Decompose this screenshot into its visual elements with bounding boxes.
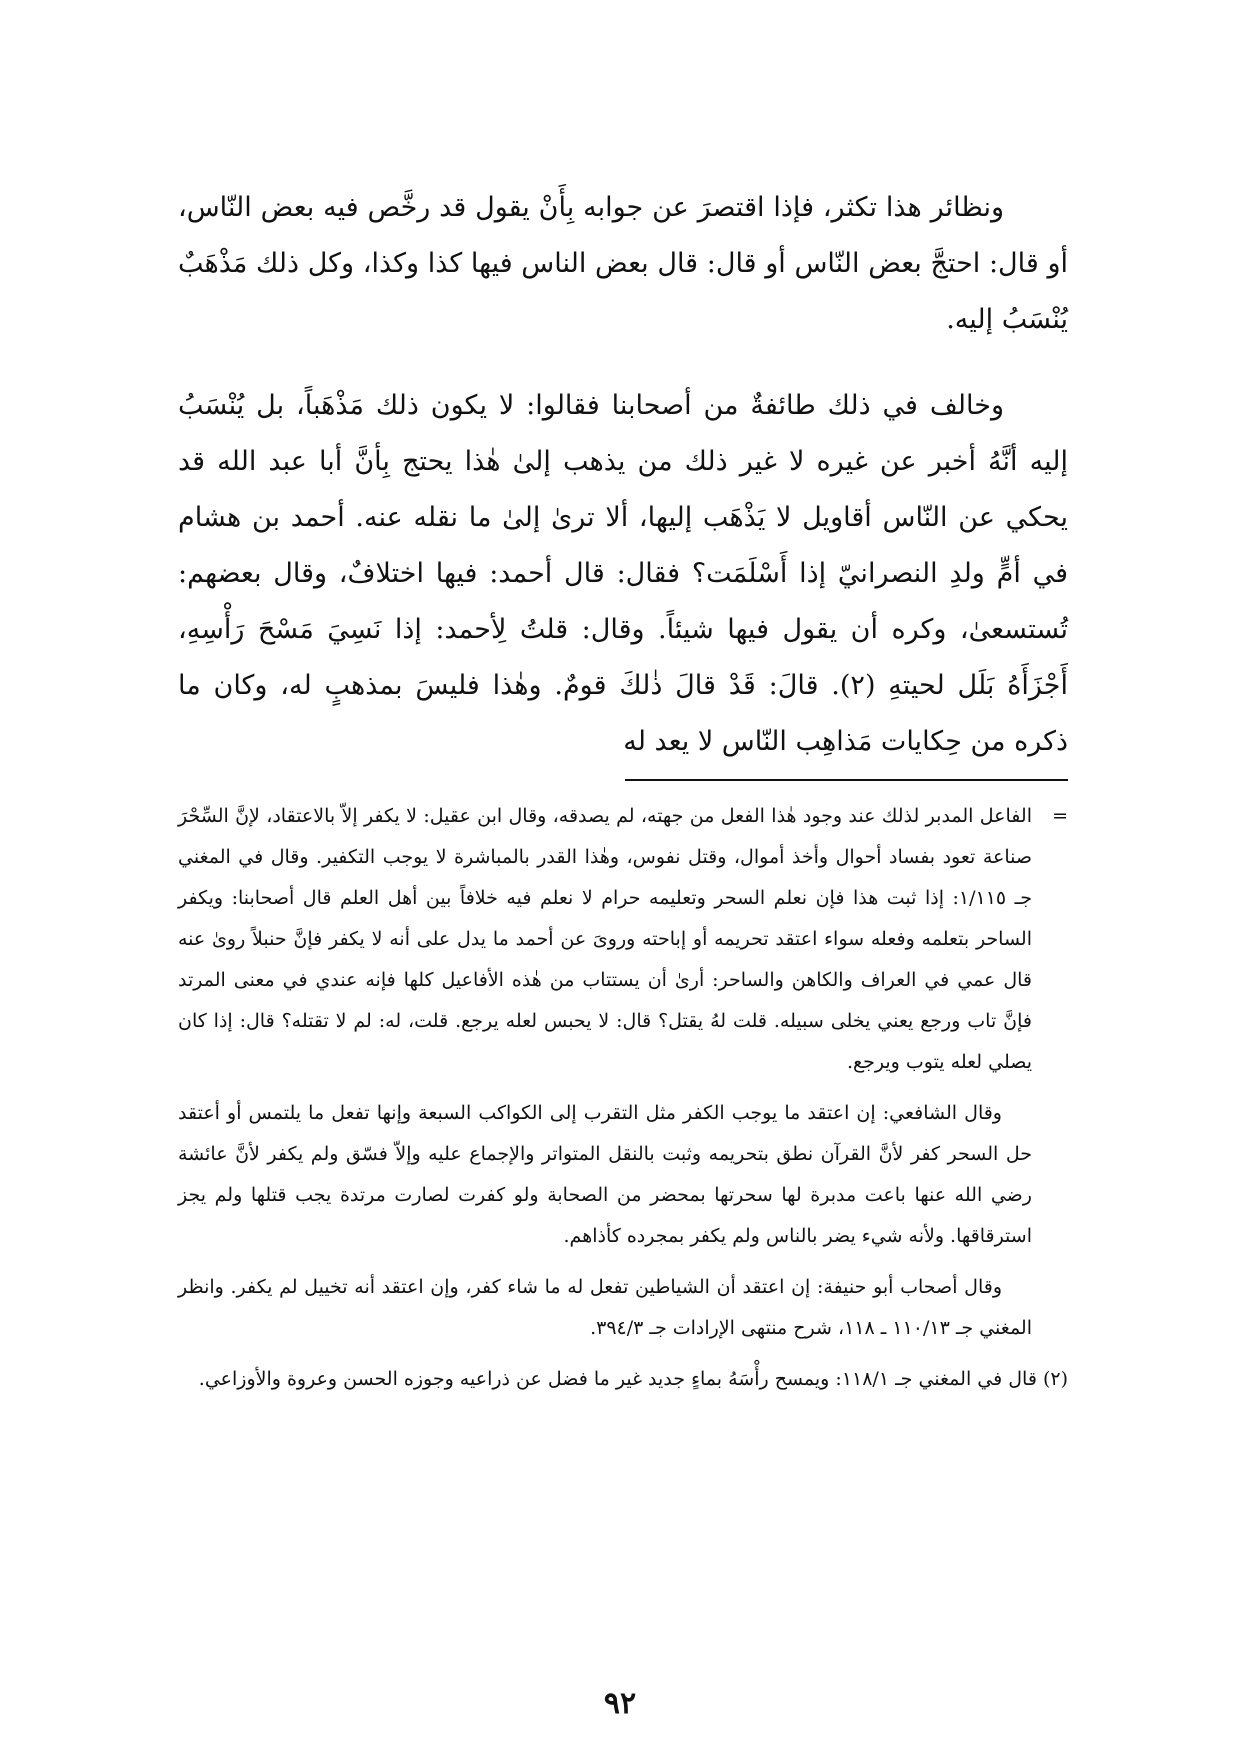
footnote-abu-hanifa: وقال أصحاب أبو حنيفة: إن اعتقد أن الشياطين تفعل له ما شاء كفر، وإن اعتقد أنه تخييل لم يكفر. وانظر المغني جـ ١١٠/١٣ ـ ١١٨، شرح منتهى الإرادات جـ ٣٩٤/٣. [178, 1276, 1032, 1339]
continuation-mark: = [1052, 805, 1068, 827]
main-text [178, 180, 1068, 800]
footnote-continuation [178, 796, 1068, 1083]
main-paragraph-2: وخالف في ذلك طائفةٌ من أصحابنا فقالوا: لا يكون ذلك مَذْهَباً، بل يُنْسَبُ إليه أنَّهُ أخبر عن غيره لا غير ذلك من يذهب إلىٰ هٰذا يحتج بِأنَّ أبا عبد الله قد يحكي عن النّاس أقاويل لا يَذْهَب إليها، ألا ترىٰ إلىٰ ما نقله عنه. أحمد بن هشام في أمٍّ ولدِ النصرانيّ إذا أَسْلَمَت؟ فقال: قال أحمد: فيها اختلافٌ، وقال بعضهم: تُستسعىٰ، وكره أن يقول فيها شيئاً. وقال: قلتُ لِأحمد: إذا نَسِيَ مَسْحَ رَأْسِهِ، أَجْزَأَهُ بَلَل لحيتهِ (٢). قالَ: قَدْ قالَ ذٰلكَ قومٌ. وهٰذا فليسَ بمذهبٍ له، وكان ما ذكره من حِكايات مَذاهِب النّاس لا يعد له [178, 390, 1068, 757]
footnote-shafii: وقال الشافعي: إن اعتقد ما يوجب الكفر مثل التقرب إلى الكواكب السبعة وإنها تفعل ما يلتمس أو أعتقد حل السحر كفر لأنَّ القرآن نطق بتحريمه وثبت بالنقل المتواتر والإجماع عليه وإلاّ فسّق ولم يكفر لأنَّ عائشة رضي الله عنها باعت مدبرة لها سحرتها بمحضر من الصحابة ولو كفرت لصارت مرتدة يجب قتلها ولم يجز استرقاقها. ولأنه شيء يضر بالناس ولم يكفر بمجرده كأذاهم. [178, 1102, 1032, 1247]
footnote-2: (٢) قال في المغني جـ ١١٨/١: ويمسح رأْسَهُ بماءٍ جديد غير ما فضل عن ذراعيه وجوزه الحسن وعروة والأوزاعي. [198, 1368, 1068, 1390]
page-number: ٩٢ [603, 1686, 637, 1721]
main-paragraph-1: ونظائر هذا تكثر، فإذا اقتصرَ عن جوابه بِأَنْ يقول قد رخَّص فيه بعض النّاس، أو قال: احتجَّ بعض النّاس أو قال: قال بعض الناس فيها كذا وكذا، وكل ذلك مَذْهَبٌ يُنْسَبُ إليه. [178, 192, 1068, 335]
footnote-continuation-text: الفاعل المدبر لذلك عند وجود هٰذا الفعل من جهته، لم يصدقه، وقال ابن عقيل: لا يكفر إلاّ بالاعتقاد، لإنَّ السِّحْرَ صناعة تعود بفساد أحوال وأخذ أموال، وقتل نفوس، وهٰذا القدر بالمباشرة لا يوجب التكفير. وقال في المغني جـ ١/١١٥: إذا ثبت هذا فإن نعلم السحر وتعليمه حرام لا نعلم فيه خلافاً بين أهل العلم قال أصحابنا: ويكفر الساحر بتعلمه وفعله سواء اعتقد تحريمه أو إباحته وروىَ عن أحمد ما يدل على أنه لا يكفر فإنَّ حنبلاً روىٰ عنه قال عمي في العراف والكاهن والساحر: أرىٰ أن يستتاب من هٰذه الأفاعيل كلها فإنه عندي في معنى المرتد فإنَّ تاب ورجع يعني يخلى سبيله. قلت لهُ يقتل؟ قال: لا يحبس لعله يرجع. قلت، له: لم لا تقتله؟ قال: إذا كان يصلي لعله يتوب ويرجع. [178, 805, 1032, 1073]
footnotes [178, 796, 1068, 1410]
footnote-separator [625, 779, 1068, 781]
